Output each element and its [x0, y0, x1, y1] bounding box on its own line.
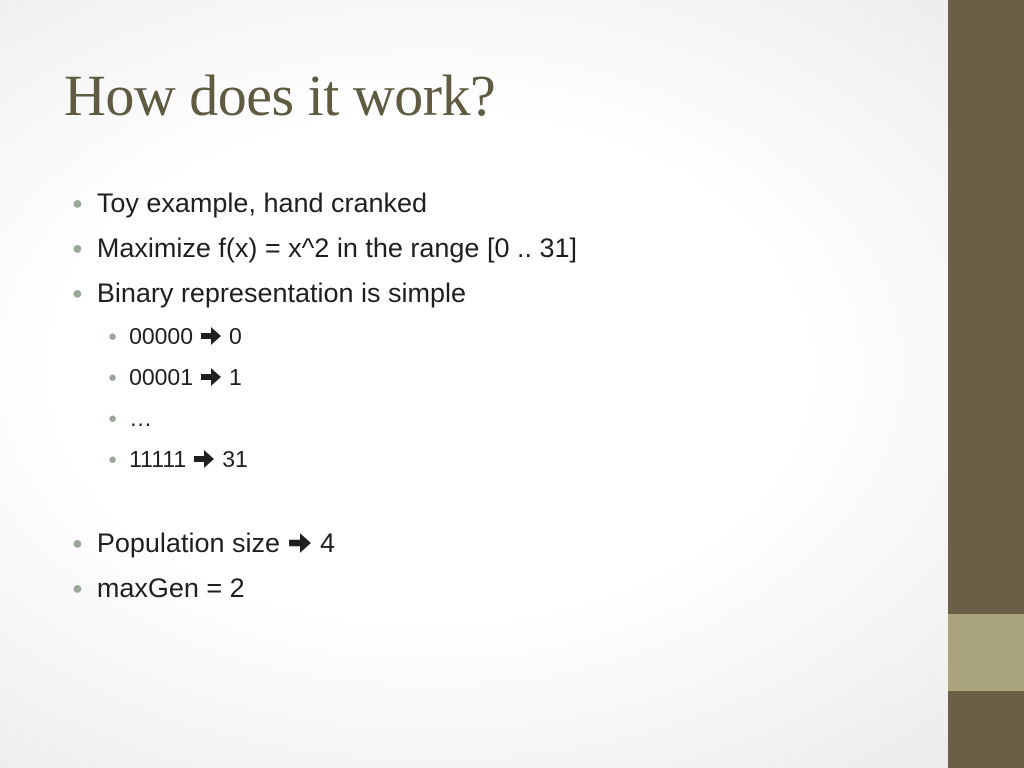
side-accent — [948, 614, 1024, 691]
sub-bullet-item — [108, 323, 242, 350]
bullet-dot-icon: ● — [108, 451, 118, 468]
bullet-text: Maximize f(x) = x^2 in the range [0 .. 31] — [96, 233, 577, 263]
right-arrow-icon — [199, 366, 223, 388]
right-arrow-icon — [199, 325, 223, 347]
bullet-dot-icon: ● — [108, 369, 118, 386]
bullet-text: Toy example, hand cranked — [96, 188, 428, 218]
bullet-item — [72, 278, 466, 309]
bullet-item — [72, 528, 335, 559]
bullet-item — [72, 573, 245, 604]
binary-value: 11111 — [129, 446, 187, 472]
bullet-item — [72, 233, 577, 264]
bullet-dot-icon: ● — [72, 283, 83, 303]
bullet-dot-icon: ● — [108, 328, 118, 345]
sub-bullet-item — [108, 446, 248, 473]
bullet-text: maxGen = 2 — [96, 573, 245, 603]
bullet-dot-icon: ● — [72, 578, 83, 598]
binary-value: 00000 — [129, 323, 194, 349]
sub-bullet-item — [108, 405, 152, 432]
decimal-value: 1 — [229, 364, 242, 390]
right-arrow-icon — [286, 531, 314, 555]
bullet-value: 4 — [320, 528, 336, 558]
bullet-dot-icon: ● — [108, 410, 118, 427]
bullet-dot-icon: ● — [72, 193, 83, 213]
bullet-text: Population size — [96, 528, 280, 558]
decimal-value: 31 — [222, 446, 248, 472]
decimal-value: 0 — [229, 323, 242, 349]
slide-title: How does it work? — [64, 63, 496, 128]
binary-value: 00001 — [129, 364, 194, 390]
ellipsis-text: … — [129, 405, 153, 431]
right-arrow-icon — [192, 448, 216, 470]
bullet-dot-icon: ● — [72, 533, 83, 553]
sub-bullet-item — [108, 364, 242, 391]
bullet-dot-icon: ● — [72, 238, 83, 258]
bullet-item — [72, 188, 427, 219]
bullet-text: Binary representation is simple — [96, 278, 467, 308]
